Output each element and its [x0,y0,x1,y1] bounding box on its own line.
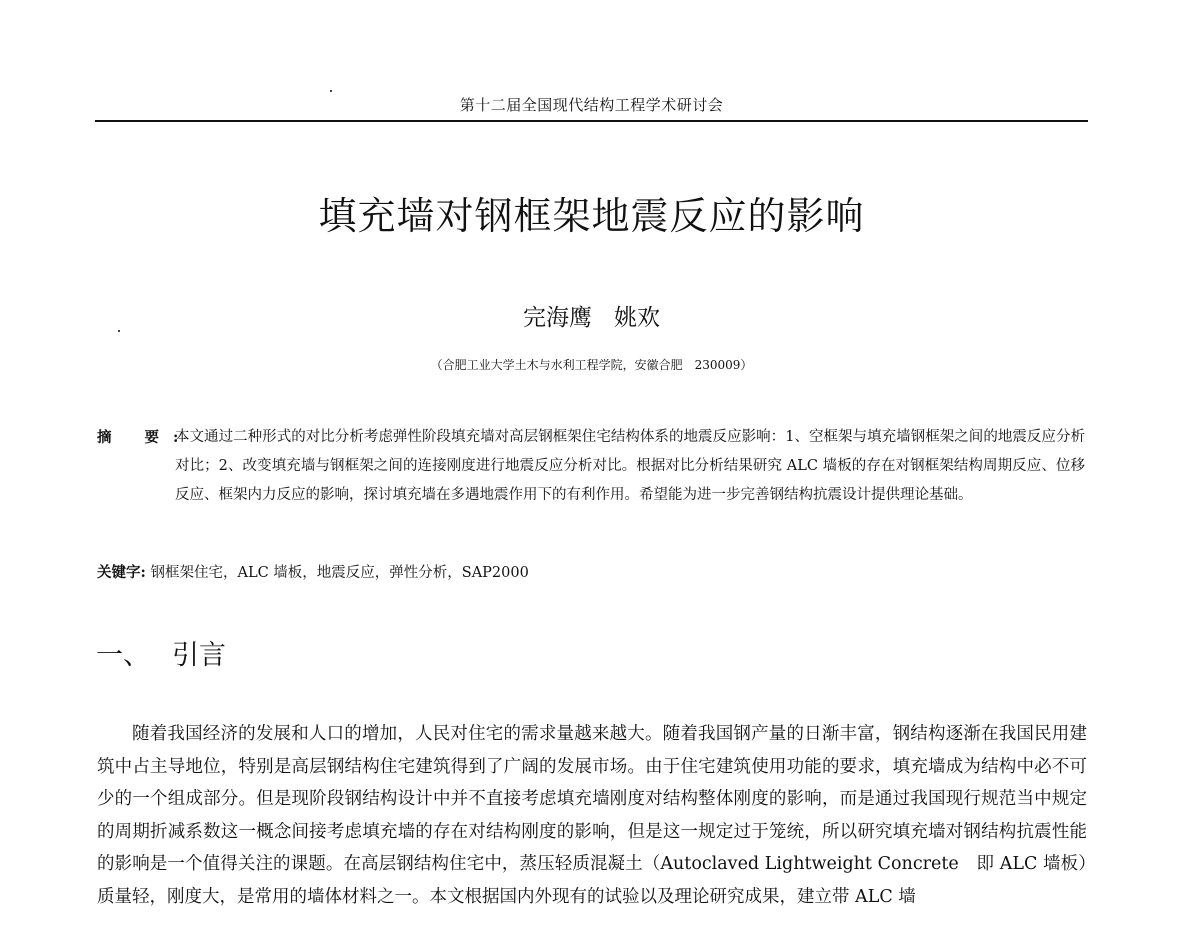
header-rule [95,120,1088,122]
section-number: 一、 [96,640,150,671]
author-list [95,303,1088,333]
running-header: 第十二届全国现代结构工程学术研讨会 [459,96,724,114]
author-name: 姚欢 [614,305,660,331]
section-title: 引言 [172,640,226,671]
author-name: 完海鹰 [523,305,592,331]
body-paragraph: 随着我国经济的发展和人口的增加，人民对住宅的需求量越来越大。随着我国钢产量的日渐丰富，钢结构逐渐在我国民用建筑中占主导地位，特别是高层钢结构住宅建筑得到了广阔的发展市场。由于住宅建筑使用功能的要求，填充墙成为结构中必不可少的一个组成部分。但是现阶段钢结构设计中并不直接考虑填充墙刚度对结构整体刚度的影响，而是通过我国现行规范当中规定的周期折减系数这一概念间接考虑填充墙的存在对结构刚度的影响，但是这一规定过于笼统，所以研究填充墙对钢结构抗震性能的影响是一个值得关注的课题。在高层钢结构住宅中，蒸压轻质混凝土（Autoclaved Lightweight Concrete 即 ALC 墙板）质量轻，刚度大，是常用的墙体材料之一。本文根据国内外现有的试验以及理论研究成果，建立带 ALC 墙 [97,724,1087,907]
paper-title: 填充墙对钢框架地震反应的影响 [318,194,865,238]
keywords-label: 关键字: [97,564,146,581]
scan-speck [330,90,332,92]
keywords [97,558,1085,588]
keywords-text: 钢框架住宅，ALC 墙板，地震反应，弹性分析，SAP2000 [150,565,529,581]
abstract [97,423,1085,510]
affiliation: （合肥工业大学土木与水利工程学院，安徽合肥 230009） [430,358,753,372]
body-text [97,718,1087,913]
abstract-label: 摘 要: [97,429,193,446]
section-heading [96,638,226,674]
abstract-text: 本文通过二种形式的对比分析考虑弹性阶段填充墙对高层钢框架住宅结构体系的地震反应影响：1、空框架与填充墙钢框架之间的地震反应分析对比；2、改变填充墙与钢框架之间的连接刚度进行地震反应分析对比。根据对比分析结果研究 ALC 墙板的存在对钢框架结构周期反应、位移反应、框架内力反应的影响，探讨填充墙在多遇地震作用下的有利作用。希望能为进一步完善钢结构抗震设计提供理论基础。 [175,429,1085,503]
